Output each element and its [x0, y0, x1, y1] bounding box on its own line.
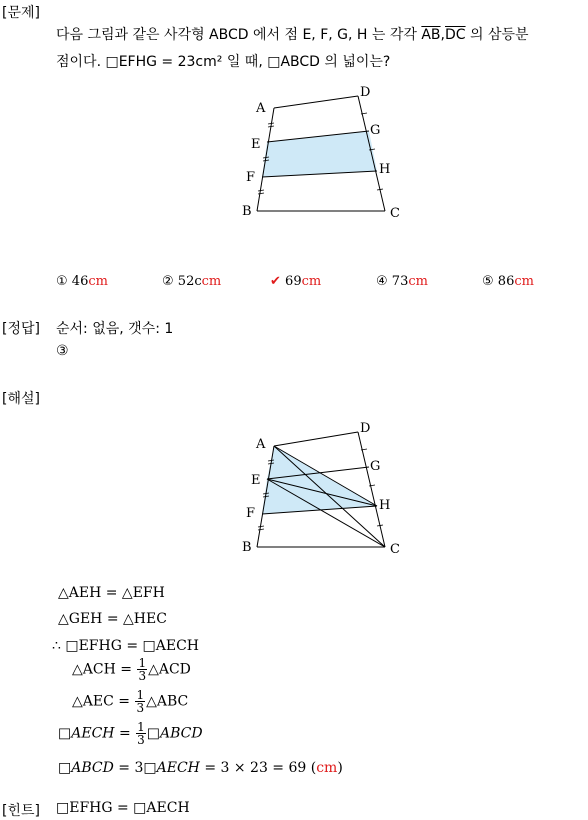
choice-1[interactable]: [56, 274, 108, 289]
shaded-quadrilateral-efhg: [262, 131, 377, 177]
fraction-denominator: 3: [137, 733, 145, 747]
label-a: A: [256, 101, 266, 116]
solution-step-3: ∴ □EFHG = □AECH: [52, 638, 200, 654]
fraction-numerator: 1: [136, 688, 145, 702]
segment-dc: $\overline{DC}$: [445, 27, 466, 43]
solution-figure: [235, 418, 415, 563]
choice-2-value: 52c: [177, 274, 202, 289]
hint-text: □EFHG = □AECH: [56, 800, 190, 816]
solution-step-2: △GEH = △HEC: [58, 611, 167, 627]
step-4-lhs: △ACH =: [72, 661, 132, 678]
label-b: B: [242, 540, 252, 555]
choice-5-unit: cm: [514, 274, 534, 289]
step-7-computation: = 3 × 23 = 69 (: [199, 760, 317, 776]
square-symbol: □: [58, 760, 72, 776]
choice-2[interactable]: [162, 274, 221, 289]
label-h: H: [379, 162, 391, 177]
label-f: F: [246, 506, 256, 521]
label-g: G: [370, 123, 381, 138]
fraction-numerator: 1: [138, 656, 147, 670]
step-7-equals: = 3□: [113, 760, 157, 776]
choice-4[interactable]: [376, 274, 428, 289]
problem-line-1-suffix: 의 삼등분: [470, 27, 529, 43]
section-label-hint: [힌트]: [2, 803, 40, 819]
label-e: E: [251, 137, 261, 152]
section-label-answer: [정답]: [2, 321, 40, 337]
choice-5-value: 86: [497, 274, 515, 289]
step-4-rhs: △ACD: [148, 661, 191, 678]
label-f: F: [246, 170, 256, 185]
label-c: C: [390, 542, 400, 557]
solution-step-1: △AEH = △EFH: [58, 585, 165, 601]
choice-1-value: 46: [71, 274, 89, 289]
step-7-lhs-name: ABCD: [71, 760, 114, 776]
choice-5-mark: ⑤: [482, 274, 494, 289]
step-7-close-paren: ): [337, 760, 343, 776]
problem-line-1-prefix: 다음 그림과 같은 사각형 ABCD 에서 점 E, F, G, H 는 각각: [56, 27, 417, 43]
segment-separator: ,: [440, 27, 445, 43]
choice-1-mark: ①: [56, 274, 68, 289]
problem-line-2: 점이다. □EFHG = 23cm² 일 때, □ABCD 의 넓이는?: [56, 54, 391, 70]
solution-step-5: [72, 689, 188, 714]
choice-4-mark: ④: [376, 274, 388, 289]
choice-4-unit: cm: [408, 274, 428, 289]
fraction-numerator: 1: [137, 720, 145, 734]
answer-line-2: ③: [56, 343, 69, 359]
step-5-rhs: △ABC: [146, 693, 189, 710]
answer-line-1: 순서: 없음, 갯수: 1: [56, 321, 174, 337]
fraction-denominator: 3: [136, 701, 145, 715]
label-d: D: [360, 85, 371, 100]
segment-ab: $\overline{AB}$: [421, 27, 441, 43]
step-6-lhs-name: AECH: [71, 725, 115, 742]
label-e: E: [251, 473, 261, 488]
step-6-equals: =: [114, 725, 131, 742]
step-5-lhs: △AEC =: [72, 693, 130, 710]
fraction-one-third: [135, 689, 145, 714]
problem-line-1: [56, 24, 529, 44]
choice-1-unit: cm: [88, 274, 108, 289]
label-d: D: [360, 421, 371, 436]
solution-step-4: [72, 657, 191, 682]
step-6-rhs-name: ABCD: [160, 725, 203, 742]
square-symbol: □: [146, 725, 161, 742]
fraction-one-third: [136, 721, 146, 746]
choice-3[interactable]: [270, 274, 321, 289]
step-7-mid-name: AECH: [156, 760, 200, 776]
label-c: C: [390, 206, 400, 221]
choice-4-value: 73: [391, 274, 409, 289]
fraction-one-third: [137, 657, 147, 682]
label-g: G: [370, 459, 381, 474]
solution-step-6: [58, 721, 203, 746]
choice-2-unit: cm: [201, 274, 222, 289]
choice-3-value: 69: [285, 274, 302, 289]
choice-2-mark: ②: [162, 274, 174, 289]
label-h: H: [379, 498, 391, 513]
choice-5[interactable]: [482, 274, 534, 289]
step-7-unit: cm: [316, 760, 338, 776]
label-a: A: [256, 437, 266, 452]
section-label-solution: [해설]: [2, 391, 40, 407]
fraction-denominator: 3: [138, 669, 147, 683]
square-symbol: □: [58, 725, 72, 742]
problem-figure: [235, 80, 415, 225]
checkmark-icon: ✔: [270, 274, 281, 289]
solution-step-7: [58, 760, 343, 776]
label-b: B: [242, 204, 252, 219]
section-label-problem: [문제]: [2, 5, 40, 21]
choice-3-unit: cm: [301, 274, 322, 289]
